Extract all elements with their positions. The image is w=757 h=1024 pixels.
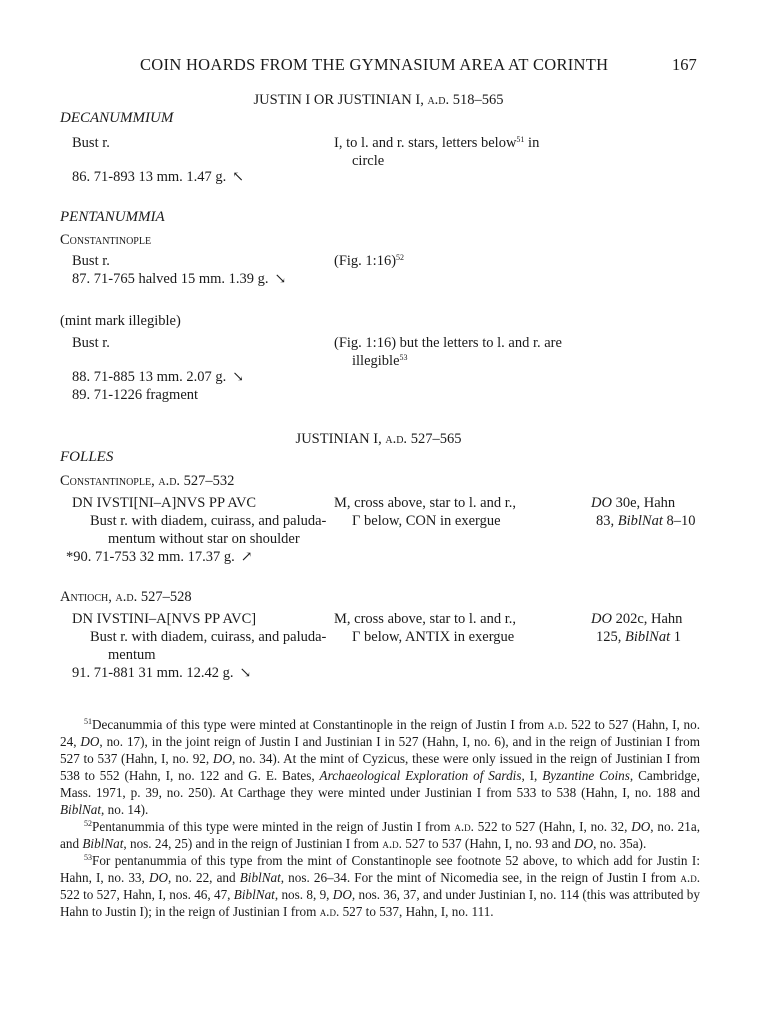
obverse-description: Bust r. [72,253,110,269]
reverse-description: I, to l. and r. stars, letters below$^{51}$ in [334,135,540,151]
reverse-description-cont: Γ below, ANTIX in exergue [352,629,515,645]
obverse-description: Bust r. with diadem, cuirass, and paluda- [90,513,327,529]
denomination-pentanummia: PENTANUMMIA [60,209,165,225]
footnote-ref-51[interactable]: 51 [516,135,525,144]
obverse-description: Bust r. [72,135,110,151]
coin-entry-89: 89. 71-1226 fragment [72,387,199,403]
mint-constantinople: Constantinople [60,232,152,248]
section-heading-justin-or-justinian: JUSTIN I OR JUSTINIAN I, a.d. 518–565 [253,92,504,108]
reference-cont: 125, BiblNat 1 [596,629,681,645]
reference-cont: 83, BiblNat 8–10 [596,513,696,529]
die-axis-arrow-icon: ↘ [232,370,244,385]
denomination-decanummium: DECANUMMIUM [60,110,174,126]
reverse-description-cont: circle [352,153,385,169]
coin-entry-86: 86. 71-893 13 mm. 1.47 g. ↖ [72,169,244,185]
footnote-51: $^{51}$Decanummia of this type were minted at Constantinople in the reign of Justin I from a.d. 522 to 527 (Hahn, I, no. 24, DO, no. 17), in the joint reign of Justin I and Justinian I in 527 (Hahn, I, no. 6), and in the reign of Justinian I from 527 to 537 (Hahn, I, no. 92, DO, no. 34). At the mint of Cyzicus, these were only issued in the reign of Justinian I from 538 to 552 (Hahn, I, no. 122 and G. E. Bates, Archaeological Exploration of Sardis, I, Byzantine Coins, Cambridge, Mass. 1971, p. 39, no. 250). At Carthage they were minted under Justinian I from 533 to 538 (Hahn, I, no. 188 and BiblNat, no. 14). [60,717,701,817]
section-heading-justinian: JUSTINIAN I, a.d. 527–565 [295,431,462,447]
footnote-ref-53[interactable]: 53 [399,353,408,362]
obverse-description: Bust r. with diadem, cuirass, and paluda- [90,629,327,645]
coin-entry-87: 87. 71-765 halved 15 mm. 1.39 g. ↘ [72,271,287,287]
reverse-description: M, cross above, star to l. and r., [334,611,517,627]
denomination-folles: FOLLES [60,449,114,465]
obverse-legend: DN IVSTI[NI–A]NVS PP AVC [72,495,257,511]
obverse-description: Bust r. [72,335,110,351]
obverse-legend: DN IVSTINI–A[NVS PP AVC] [72,611,257,627]
reference: DO 30e, Hahn [591,495,676,511]
footnote-53: $^{53}$For pentanummia of this type from the mint of Constantinople see footnote 52 above, to which add for Justin I: Hahn, I, no. 33, DO, no. 22, and BiblNat, nos. 26–34. For the mint of Nicomedia see, in the reign of Justin I from a.d. 522 to 527, Hahn, I, nos. 46, 47, BiblNat, nos. 8, 9, DO, nos. 36, 37, and under Justinian I, no. 114 (this was attributed by Hahn to Justin I); in the reign of Justinian I from a.d. 527 to 537, Hahn, I, no. 111. [60,853,700,919]
mint-constantinople-heading: Constantinople, a.d. 527–532 [60,473,235,489]
reverse-description-cont: illegible$^{53}$ [352,353,408,369]
reverse-description-cont: Γ below, CON in exergue [352,513,501,529]
mint-illegible-note: (mint mark illegible) [60,313,181,329]
mint-antioch-heading: Antioch, a.d. 527–528 [60,589,192,605]
footnotes [60,716,700,920]
reference: DO 202c, Hahn [591,611,683,627]
coin-entry-88: 88. 71-885 13 mm. 2.07 g. ↘ [72,369,244,385]
page-number: 167 [672,55,697,74]
obverse-description-cont: mentum without star on shoulder [108,531,300,547]
reverse-description: (Fig. 1:16)$^{52}$ [334,253,405,269]
die-axis-arrow-icon: ↘ [239,666,252,681]
obverse-description-cont: mentum [108,647,156,663]
die-axis-arrow-icon: ↘ [274,272,287,287]
die-axis-arrow-icon: ↖ [232,170,244,185]
footnote-ref-52[interactable]: 52 [396,253,405,262]
reverse-description: M, cross above, star to l. and r., [334,495,517,511]
coin-entry-90: *90. 71-753 32 mm. 17.37 g. ↗ [66,549,253,565]
reverse-description: (Fig. 1:16) but the letters to l. and r. are [334,335,562,351]
running-title: COIN HOARDS FROM THE GYMNASIUM AREA AT CORINTH [140,55,609,74]
footnote-52: $^{52}$Pentanummia of this type were minted in the reign of Justin I from a.d. 522 to 527 (Hahn, I, no. 32, DO, no. 21a, and BiblNat, nos. 24, 25) and in the reign of Justinian I from a.d. 527 to 537 (Hahn, I, no. 93 and DO, no. 35a). [60,819,701,851]
die-axis-arrow-icon: ↗ [240,550,253,565]
coin-entry-91: 91. 71-881 31 mm. 12.42 g. ↘ [72,665,252,681]
